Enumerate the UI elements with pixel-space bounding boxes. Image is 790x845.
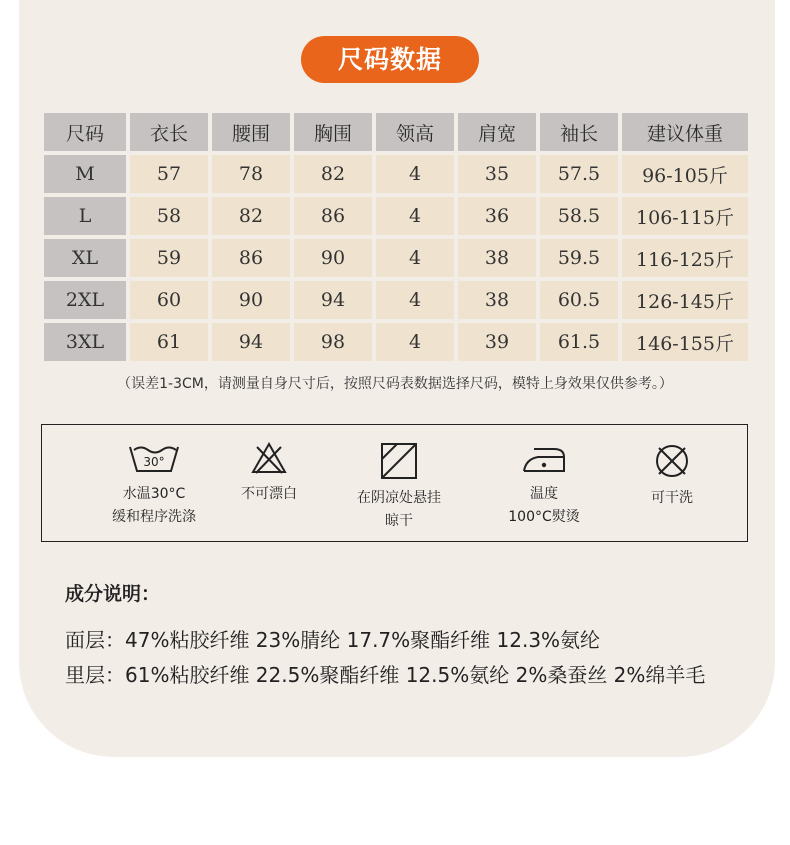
- section-title: 尺码数据: [301, 36, 479, 83]
- size-table: [40, 109, 752, 365]
- column-header: 衣长: [130, 113, 208, 151]
- care-label: 温度 100°C熨烫: [508, 486, 580, 525]
- care-label: 可干洗: [651, 490, 693, 506]
- no-tumble-dry-icon: [652, 441, 692, 481]
- table-cell: 86: [294, 197, 372, 235]
- table-row: [44, 239, 748, 277]
- size-cell: 3XL: [44, 323, 126, 361]
- composition-title: 成分说明：: [65, 583, 161, 605]
- no-bleach-icon: [249, 441, 289, 477]
- table-cell: 35: [458, 155, 536, 193]
- care-label: 水温30°C 缓和程序洗涤: [112, 486, 196, 525]
- table-cell: 4: [376, 197, 454, 235]
- table-row: [44, 281, 748, 319]
- table-cell: 38: [458, 281, 536, 319]
- composition-inner: 里层：61%粘胶纤维 22.5%聚酯纤维 12.5%氨纶 2%桑蚕丝 2%绵羊毛: [65, 663, 706, 687]
- table-cell: 82: [294, 155, 372, 193]
- size-cell: L: [44, 197, 126, 235]
- table-cell: 38: [458, 239, 536, 277]
- care-instructions-box: [41, 424, 748, 542]
- table-cell: 58.5: [540, 197, 618, 235]
- iron-icon: [520, 441, 568, 477]
- table-cell: 61.5: [540, 323, 618, 361]
- table-cell: 116-125斤: [622, 239, 748, 277]
- table-cell: 57.5: [540, 155, 618, 193]
- table-cell: 94: [294, 281, 372, 319]
- table-row: [44, 155, 748, 193]
- size-cell: M: [44, 155, 126, 193]
- column-header: 建议体重: [622, 113, 748, 151]
- table-cell: 78: [212, 155, 290, 193]
- care-label: 不可漂白: [241, 486, 297, 502]
- care-item-bleach: [199, 425, 339, 506]
- table-cell: 57: [130, 155, 208, 193]
- table-cell: 4: [376, 155, 454, 193]
- table-cell: 60.5: [540, 281, 618, 319]
- table-row: [44, 323, 748, 361]
- care-label: 在阴凉处悬挂 晾干: [357, 490, 441, 529]
- composition-outer: 面层：47%粘胶纤维 23%腈纶 17.7%聚酯纤维 12.3%氨纶: [65, 628, 601, 652]
- table-cell: 94: [212, 323, 290, 361]
- column-header: 胸围: [294, 113, 372, 151]
- table-cell: 4: [376, 323, 454, 361]
- measurement-note: （误差1-3CM，请测量自身尺寸后，按照尺码表数据选择尺码，模特上身效果仅供参考。）: [117, 376, 673, 392]
- table-cell: 90: [212, 281, 290, 319]
- care-item-iron: [474, 425, 614, 529]
- table-cell: 39: [458, 323, 536, 361]
- table-cell: 59: [130, 239, 208, 277]
- column-header: 领高: [376, 113, 454, 151]
- table-cell: 4: [376, 239, 454, 277]
- wash-30-icon: [127, 441, 181, 477]
- table-cell: 4: [376, 281, 454, 319]
- size-cell: XL: [44, 239, 126, 277]
- table-cell: 58: [130, 197, 208, 235]
- wash-temp-badge: 30°: [143, 455, 165, 469]
- table-cell: 96-105斤: [622, 155, 748, 193]
- table-cell: 36: [458, 197, 536, 235]
- column-header: 袖长: [540, 113, 618, 151]
- table-cell: 106-115斤: [622, 197, 748, 235]
- table-cell: 59.5: [540, 239, 618, 277]
- table-cell: 126-145斤: [622, 281, 748, 319]
- column-header: 尺码: [44, 113, 126, 151]
- column-header: 肩宽: [458, 113, 536, 151]
- size-cell: 2XL: [44, 281, 126, 319]
- table-cell: 90: [294, 239, 372, 277]
- care-item-dry-shade: [329, 425, 469, 533]
- table-cell: 98: [294, 323, 372, 361]
- care-item-dry-clean: [602, 425, 742, 510]
- table-cell: 82: [212, 197, 290, 235]
- table-cell: 86: [212, 239, 290, 277]
- dry-in-shade-icon: [379, 441, 419, 481]
- table-cell: 60: [130, 281, 208, 319]
- table-cell: 146-155斤: [622, 323, 748, 361]
- table-header-row: [44, 113, 748, 151]
- table-row: [44, 197, 748, 235]
- column-header: 腰围: [212, 113, 290, 151]
- table-cell: 61: [130, 323, 208, 361]
